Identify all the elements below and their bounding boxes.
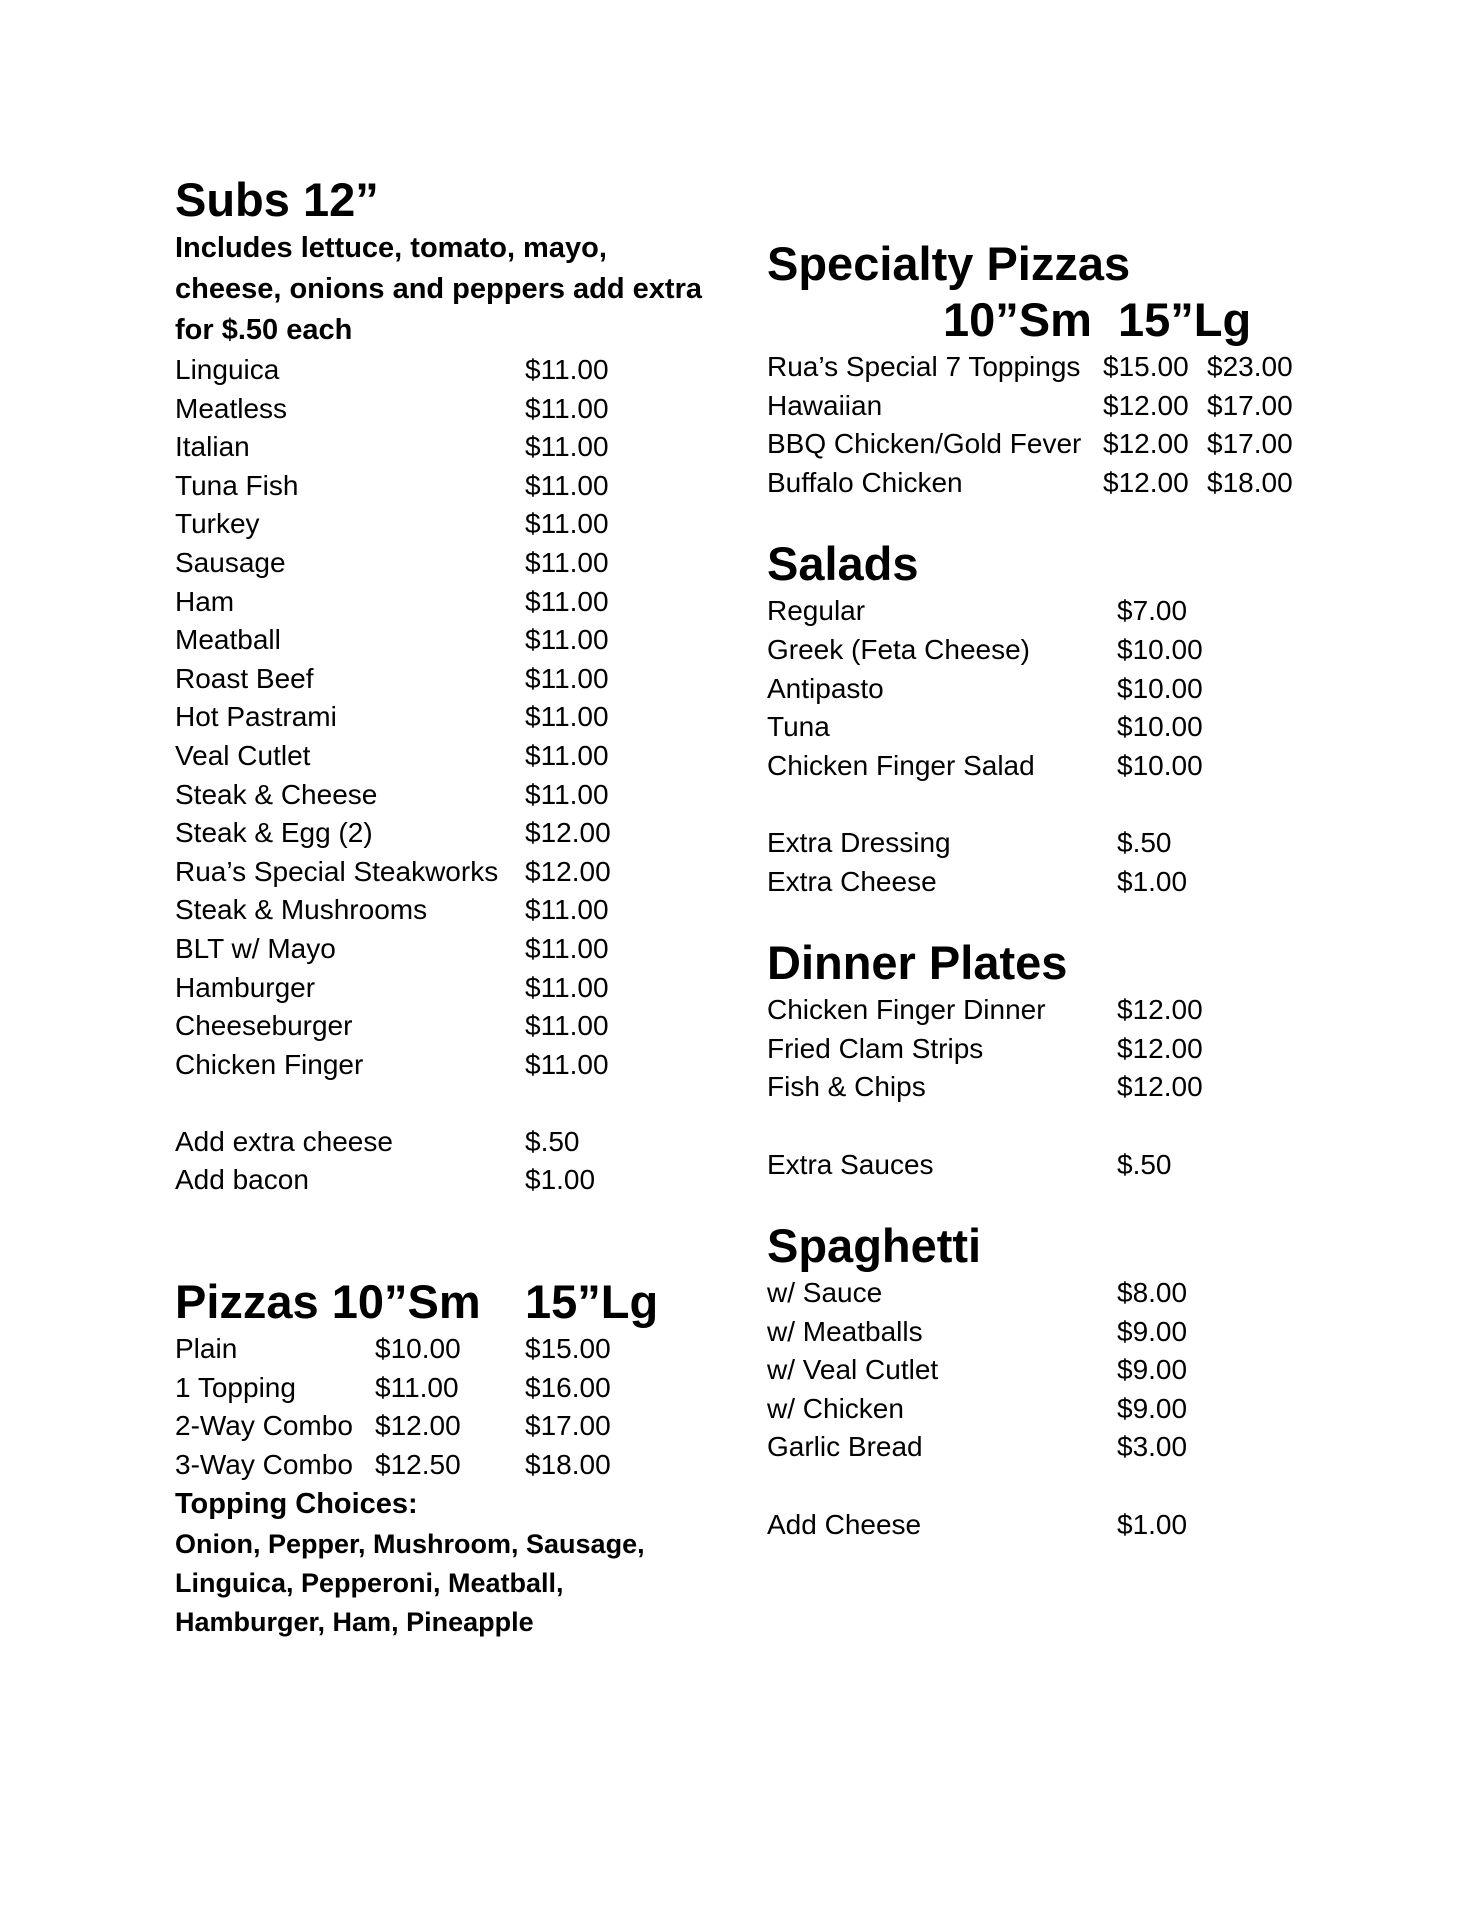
- subs-list: [175, 351, 715, 1084]
- menu-item-row: [767, 631, 1427, 670]
- specialty-title: Specialty Pizzas: [767, 237, 1131, 290]
- menu-item-row: [175, 1161, 715, 1200]
- item-name: Add extra cheese: [175, 1125, 393, 1157]
- item-name: Chicken Finger Dinner: [767, 994, 1046, 1026]
- item-name: Steak & Cheese: [175, 778, 378, 810]
- item-price: $9.00: [1117, 1354, 1188, 1386]
- item-price: $11.00: [525, 1010, 609, 1042]
- menu-item-row: [767, 1506, 1427, 1545]
- item-price-small: $12.00: [1103, 389, 1189, 421]
- item-name: Rua’s Special 7 Toppings: [767, 351, 1081, 382]
- menu-item-row: [175, 776, 715, 815]
- menu-item-row: [767, 1428, 1427, 1467]
- menu-item-row: [175, 698, 715, 737]
- item-name: Greek (Feta Cheese): [767, 633, 1030, 665]
- menu-item-row: [175, 583, 715, 622]
- menu-item-row: [767, 1390, 1427, 1429]
- item-price-small: $11.00: [375, 1371, 459, 1403]
- menu-item-row: [767, 1274, 1427, 1313]
- menu-item-row: [175, 1330, 715, 1369]
- item-name: 2-Way Combo: [175, 1410, 353, 1442]
- item-name: Regular: [767, 595, 866, 627]
- spacer: [767, 1107, 1427, 1146]
- item-price: $9.00: [1117, 1392, 1188, 1424]
- menu-item-row: [767, 387, 1427, 426]
- item-name: Italian: [175, 431, 250, 463]
- item-price: $1.00: [1117, 865, 1188, 897]
- menu-item-row: [175, 1369, 715, 1408]
- item-name: w/ Sauce: [767, 1277, 883, 1309]
- item-name: Meatless: [175, 392, 288, 424]
- item-name: BLT w/ Mayo: [175, 932, 336, 964]
- spacer: [767, 1184, 1427, 1218]
- item-price: $10.00: [1117, 711, 1203, 743]
- item-price: $12.00: [525, 817, 611, 849]
- item-price: $3.00: [1117, 1431, 1188, 1463]
- item-price-small: $12.00: [1103, 428, 1189, 460]
- menu-item-row: [175, 1007, 715, 1046]
- menu-item-row: [175, 660, 715, 699]
- menu-item-row: [175, 621, 715, 660]
- menu-item-row: [767, 863, 1427, 902]
- subs-title: Subs 12”: [175, 173, 379, 226]
- item-name: w/ Chicken: [767, 1392, 904, 1424]
- item-price: $11.00: [525, 469, 609, 501]
- item-name: Tuna: [767, 711, 830, 743]
- item-price-large: $18.00: [525, 1448, 611, 1480]
- item-price: $.50: [525, 1125, 580, 1157]
- menu-item-row: [175, 814, 715, 853]
- item-price: $11.00: [525, 701, 609, 733]
- salads-extras: [767, 824, 1427, 901]
- item-price-small: $12.50: [375, 1448, 461, 1480]
- item-name: Rua’s Special Steakworks: [175, 855, 499, 887]
- item-price: $12.00: [1117, 1032, 1203, 1064]
- pizzas-title: Pizzas 10”Sm: [175, 1275, 481, 1329]
- dinner-title: Dinner Plates: [767, 936, 1068, 990]
- item-price: $.50: [1117, 1148, 1172, 1180]
- pizzas-heading: [175, 1274, 715, 1330]
- item-name: Cheeseburger: [175, 1010, 353, 1042]
- item-price: $11.00: [525, 392, 609, 424]
- menu-item-row: [175, 930, 715, 969]
- item-price: $10.00: [1117, 749, 1203, 781]
- item-name: Hawaiian: [767, 389, 883, 421]
- item-name: Extra Dressing: [767, 826, 951, 858]
- menu-item-row: [175, 351, 715, 390]
- item-name: Extra Cheese: [767, 865, 937, 897]
- item-price: $12.00: [525, 855, 611, 887]
- menu-item-row: [175, 853, 715, 892]
- toppings-label: Topping Choices:: [175, 1488, 418, 1521]
- item-name: Chicken Finger Salad: [767, 749, 1035, 781]
- spaghetti-list: [767, 1274, 1427, 1467]
- menu-item-row: [175, 969, 715, 1008]
- specialty-sizes: 10”Sm 15”Lg: [943, 293, 1252, 346]
- spacer: [767, 901, 1427, 935]
- item-price: $11.00: [525, 624, 609, 656]
- item-price-large: $18.00: [1207, 466, 1293, 498]
- menu-item-row: [767, 747, 1427, 786]
- item-name: 3-Way Combo: [175, 1448, 353, 1480]
- item-name: Garlic Bread: [767, 1431, 923, 1463]
- menu-item-row: [767, 425, 1427, 464]
- salads-list: [767, 592, 1427, 785]
- menu-item-row: [767, 670, 1427, 709]
- menu-item-row: [767, 1068, 1427, 1107]
- item-price: $9.00: [1117, 1315, 1188, 1347]
- menu-item-row: [767, 991, 1427, 1030]
- item-name: Turkey: [175, 508, 260, 540]
- spaghetti-extras: [767, 1506, 1427, 1545]
- item-price-large: $17.00: [1207, 389, 1293, 421]
- menu-item-row: [175, 891, 715, 930]
- item-price: $10.00: [1117, 672, 1203, 704]
- item-name: 1 Topping: [175, 1371, 296, 1403]
- item-name: Plain: [175, 1333, 238, 1365]
- menu-item-row: [175, 428, 715, 467]
- item-name: Fried Clam Strips: [767, 1032, 984, 1064]
- menu-item-row: [175, 505, 715, 544]
- item-price: $11.00: [525, 739, 609, 771]
- item-price: $10.00: [1117, 633, 1203, 665]
- menu-item-row: [767, 1030, 1427, 1069]
- item-price: $11.00: [525, 1048, 609, 1080]
- right-column: [767, 236, 1427, 1544]
- item-price: $.50: [1117, 826, 1172, 858]
- item-name: w/ Veal Cutlet: [767, 1354, 939, 1386]
- left-column: [175, 172, 715, 1641]
- spacer: [175, 1084, 715, 1123]
- item-name: Roast Beef: [175, 662, 314, 694]
- item-price-small: $12.00: [375, 1410, 461, 1442]
- menu-item-row: [767, 1313, 1427, 1352]
- item-price: $8.00: [1117, 1277, 1188, 1309]
- item-price-large: $23.00: [1207, 351, 1293, 382]
- menu-item-row: [175, 1046, 715, 1085]
- item-price: $11.00: [525, 431, 609, 463]
- item-name: Hamburger: [175, 971, 316, 1003]
- pizzas-large-heading: 15”Lg: [525, 1275, 659, 1329]
- item-name: w/ Meatballs: [767, 1315, 923, 1347]
- menu-item-row: [767, 592, 1427, 631]
- item-price-large: $16.00: [525, 1371, 611, 1403]
- item-price: $11.00: [525, 894, 609, 926]
- item-name: Ham: [175, 585, 235, 617]
- item-price: $1.00: [525, 1164, 596, 1196]
- item-price-large: $17.00: [525, 1410, 611, 1442]
- spaghetti-title: Spaghetti: [767, 1219, 982, 1273]
- item-name: Hot Pastrami: [175, 701, 337, 733]
- item-name: Tuna Fish: [175, 469, 299, 501]
- menu-item-row: [767, 1146, 1427, 1185]
- menu-item-row: [767, 708, 1427, 747]
- menu-item-row: [175, 390, 715, 429]
- item-price: $11.00: [525, 585, 609, 617]
- subs-extras: [175, 1123, 715, 1200]
- item-name: Meatball: [175, 624, 281, 656]
- item-price-small: $15.00: [1103, 351, 1189, 382]
- item-price-large: $17.00: [1207, 428, 1293, 460]
- subs-note: Includes lettuce, tomato, mayo, cheese, onions and peppers add extra for $.50 each: [175, 232, 702, 346]
- item-price: $11.00: [525, 778, 609, 810]
- item-name: Linguica: [175, 354, 280, 385]
- item-name: Add bacon: [175, 1164, 309, 1196]
- item-name: Steak & Mushrooms: [175, 894, 428, 926]
- menu-item-row: [175, 1407, 715, 1446]
- item-price: $11.00: [525, 971, 609, 1003]
- item-price: $11.00: [525, 546, 609, 578]
- menu-item-row: [175, 1446, 715, 1485]
- item-price: $11.00: [525, 508, 609, 540]
- dinner-list: [767, 991, 1427, 1107]
- item-name: Veal Cutlet: [175, 739, 311, 771]
- item-price: $12.00: [1117, 994, 1203, 1026]
- item-price: $11.00: [525, 932, 609, 964]
- spacer: [767, 502, 1427, 536]
- pizzas-list: [175, 1330, 715, 1484]
- item-name: Buffalo Chicken: [767, 466, 963, 498]
- menu-item-row: [767, 348, 1427, 387]
- item-price-large: $15.00: [525, 1333, 611, 1365]
- menu-item-row: [175, 1123, 715, 1162]
- spacer: [767, 785, 1427, 824]
- item-name: Fish & Chips: [767, 1071, 926, 1103]
- item-price-small: $10.00: [375, 1333, 461, 1365]
- menu-item-row: [767, 824, 1427, 863]
- item-price: $7.00: [1117, 595, 1188, 627]
- spacer: [175, 1200, 715, 1274]
- item-name: Antipasto: [767, 672, 884, 704]
- toppings-list: Onion, Pepper, Mushroom, Sausage, Linguica, Pepperoni, Meatball, Hamburger, Ham, Pineapple: [175, 1529, 645, 1637]
- menu-item-row: [175, 467, 715, 506]
- menu-item-row: [767, 464, 1427, 503]
- salads-title: Salads: [767, 537, 919, 591]
- item-name: BBQ Chicken/Gold Fever: [767, 428, 1082, 460]
- item-name: Sausage: [175, 546, 286, 578]
- item-name: Chicken Finger: [175, 1048, 364, 1080]
- menu-item-row: [767, 1351, 1427, 1390]
- item-price: $12.00: [1117, 1071, 1203, 1103]
- spacer: [767, 1467, 1427, 1506]
- item-name: Add Cheese: [767, 1508, 922, 1540]
- specialty-list: [767, 348, 1427, 502]
- menu-item-row: [175, 737, 715, 776]
- item-price: $1.00: [1117, 1508, 1188, 1540]
- item-name: Steak & Egg (2): [175, 817, 373, 849]
- item-price: $11.00: [525, 354, 609, 385]
- item-price: $11.00: [525, 662, 609, 694]
- item-name: Extra Sauces: [767, 1148, 934, 1180]
- menu-item-row: [175, 544, 715, 583]
- dinner-extras: [767, 1146, 1427, 1185]
- item-price-small: $12.00: [1103, 466, 1189, 498]
